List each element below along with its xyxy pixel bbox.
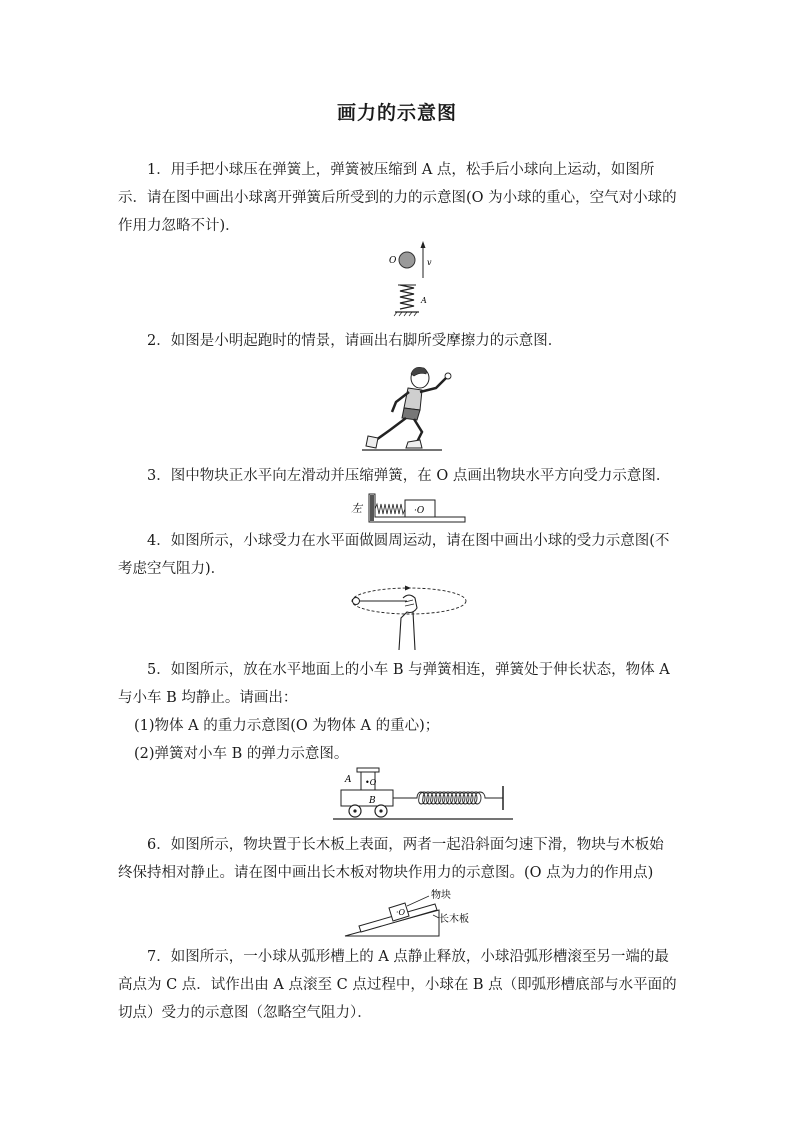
question-5-sub-1: (1)物体 A 的重力示意图(O 为物体 A 的重心)； bbox=[134, 718, 440, 734]
fig3-label-o: ·O bbox=[414, 506, 425, 516]
question-5-sub-2: (2)弹簧对小车 B 的弹力示意图。 bbox=[134, 746, 349, 762]
question-2-text: 2．如图是小明起跑时的情景，请画出右脚所受摩擦力的示意图． bbox=[147, 333, 563, 349]
block-spring-figure bbox=[349, 492, 467, 524]
fig5-label-o: •O bbox=[365, 778, 377, 787]
fig1-label-a: A bbox=[421, 296, 427, 305]
cart-b bbox=[341, 790, 393, 806]
front-shoe bbox=[406, 440, 422, 448]
spring-ball-figure bbox=[385, 240, 445, 322]
question-4-text: 4．如图所示，小球受力在水平面做圆周运动，请在图中画出小球的受力示意图(不考虑空气阻力)． bbox=[118, 533, 670, 577]
fig5-label-b: B bbox=[369, 796, 376, 806]
hand bbox=[399, 595, 417, 650]
fig6-label-block: 物块 bbox=[431, 890, 451, 901]
fig5-label-a: A bbox=[345, 775, 352, 785]
fig3-label-left: 左 bbox=[351, 502, 362, 515]
question-5-text: 5．如图所示，放在水平地面上的小车 B 与弹簧相连，弹簧处于伸长状态，物体 A 与小车 B 均静止。请画出： bbox=[118, 662, 670, 706]
ball bbox=[399, 252, 415, 268]
question-3-text: 3．图中物块正水平向左滑动并压缩弹簧，在 O 点画出物块水平方向受力示意图． bbox=[147, 468, 671, 484]
fig1-label-o: O bbox=[389, 256, 397, 266]
question-6-text: 6．如图所示，物块置于长木板上表面，两者一起沿斜面匀速下滑，物块与木板始终保持相对静止。请在图中画出长木板对物块作用力的示意图。(O 点为力的作用点) bbox=[118, 837, 664, 881]
cart-spring-figure bbox=[333, 762, 513, 824]
fig6-label-o: ·O bbox=[396, 908, 406, 917]
back-shoe bbox=[366, 436, 378, 448]
incline-figure bbox=[341, 884, 479, 940]
fig6-label-board: 长木板 bbox=[439, 914, 469, 925]
question-7-text: 7．如图所示，一小球从弧形槽上的 A 点静止释放，小球沿弧形槽滚至另一端的最高点为 C 点．试作出由 A 点滚至 C 点过程中，小球在 B 点（即弧形槽底部与水平面的切点）受力的示意图（忽略空气阻力）． bbox=[118, 949, 677, 1021]
circular-motion-figure bbox=[347, 584, 471, 654]
page-title: 画力的示意图 bbox=[336, 102, 457, 124]
ball bbox=[353, 598, 360, 605]
boy-shirt bbox=[404, 388, 422, 410]
spring bbox=[400, 285, 414, 309]
spring bbox=[393, 792, 503, 804]
question-1-text: 1．用手把小球压在弹簧上，弹簧被压缩到 A 点，松手后小球向上运动，如图所示．请在图中画出小球离开弹簧后所受到的力的示意图(O 为小球的重心，空气对小球的作用力忽略不计)． bbox=[118, 162, 677, 234]
fig1-label-v: v bbox=[427, 258, 432, 267]
running-boy-figure bbox=[362, 362, 462, 456]
spring bbox=[375, 504, 405, 514]
